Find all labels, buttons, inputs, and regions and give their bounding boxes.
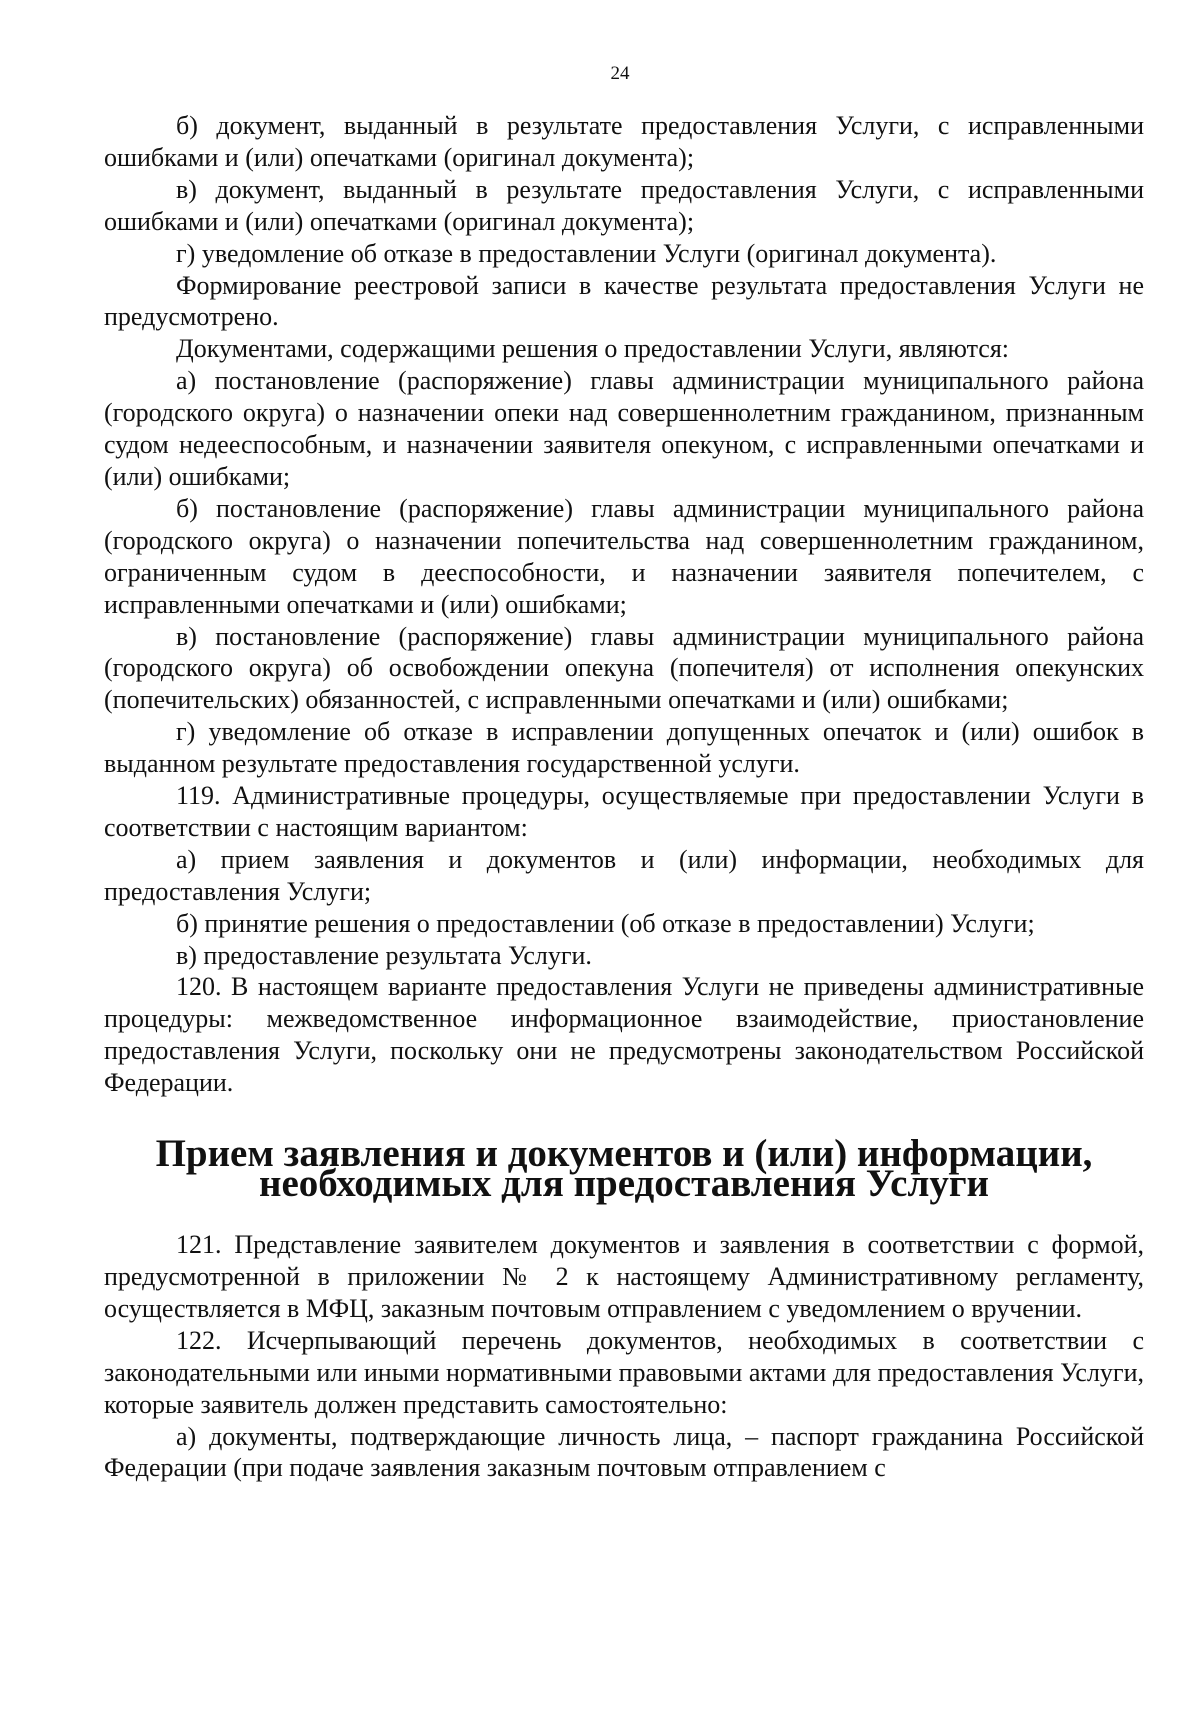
section-heading: Прием заявления и документов и (или) информации, необходимых для предоставления Услуги <box>155 1132 1093 1206</box>
paragraph: б) принятие решения о предоставлении (об отказе в предоставлении) Услуги; <box>176 908 1035 938</box>
paragraph: г) уведомление об отказе в исправлении допущенных опечаток и (или) ошибок в выданном результате предоставления государственной услуги. <box>104 717 1144 779</box>
paragraph: 119. Административные процедуры, осуществляемые при предоставлении Услуги в соответствии с настоящим вариантом: <box>104 781 1144 842</box>
paragraph: 120. В настоящем варианте предоставления Услуги не приведены административные процедуры: межведомственное информационное взаимодействие, приостановление предоставления Услуги, поскольку они не предусмотрены законодательством Российской Федерации. <box>104 972 1144 1098</box>
paragraph: в) предоставление результата Услуги. <box>176 940 592 970</box>
paragraph: б) документ, выданный в результате предоставления Услуги, с исправленными ошибками и (или) опечатками (оригинал документа); <box>104 111 1144 172</box>
paragraph: Документами, содержащими решения о предоставлении Услуги, являются: <box>176 334 1010 364</box>
paragraph: в) постановление (распоряжение) главы администрации муниципального района (городского округа) об освобождении опекуна (попечителя) от исполнения опекунских (попечительских) обязанностей, с исправленными опечатками и (или) ошибками; <box>104 621 1144 715</box>
paragraph: 122. Исчерпывающий перечень документов, необходимых в соответствии с законодательными или иными нормативными правовыми актами для предоставления Услуги, которые заявитель должен представить самостоятельно: <box>104 1325 1144 1419</box>
paragraph: в) документ, выданный в результате предоставления Услуги, с исправленными ошибками и (или) опечатками (оригинал документа); <box>104 174 1144 236</box>
paragraph: а) постановление (распоряжение) главы администрации муниципального района (городского округа) о назначении опеки над совершеннолетним гражданином, признанным судом недееспособным, и назначении заявителя опекуном, с исправленными опечатками и (или) ошибками; <box>104 366 1144 491</box>
document-body <box>104 110 1144 1484</box>
paragraph: Формирование реестровой записи в качестве результата предоставления Услуги не предусмотрено. <box>104 270 1144 332</box>
paragraph: 121. Представление заявителем документов и заявления в соответствии с формой, предусмотренной в приложении № 2 к настоящему Административному регламенту, осуществляется в МФЦ, заказным почтовым отправлением с уведомлением о вручении. <box>104 1230 1144 1323</box>
paragraph: г) уведомление об отказе в предоставлении Услуги (оригинал документа). <box>176 238 997 268</box>
page-number: 24 <box>610 63 630 84</box>
paragraph: б) постановление (распоряжение) главы администрации муниципального района (городского округа) о назначении попечительства над совершеннолетним гражданином, ограниченным судом в дееспособности, и назначении заявителя попечителем, с исправленными опечатками и (или) ошибками; <box>104 493 1144 619</box>
paragraph: а) документы, подтверждающие личность лица, – паспорт гражданина Российской Федерации (при подаче заявления заказным почтовым отправлением с <box>104 1421 1144 1483</box>
paragraph: а) прием заявления и документов и (или) информации, необходимых для предоставления Услуги; <box>104 844 1144 906</box>
